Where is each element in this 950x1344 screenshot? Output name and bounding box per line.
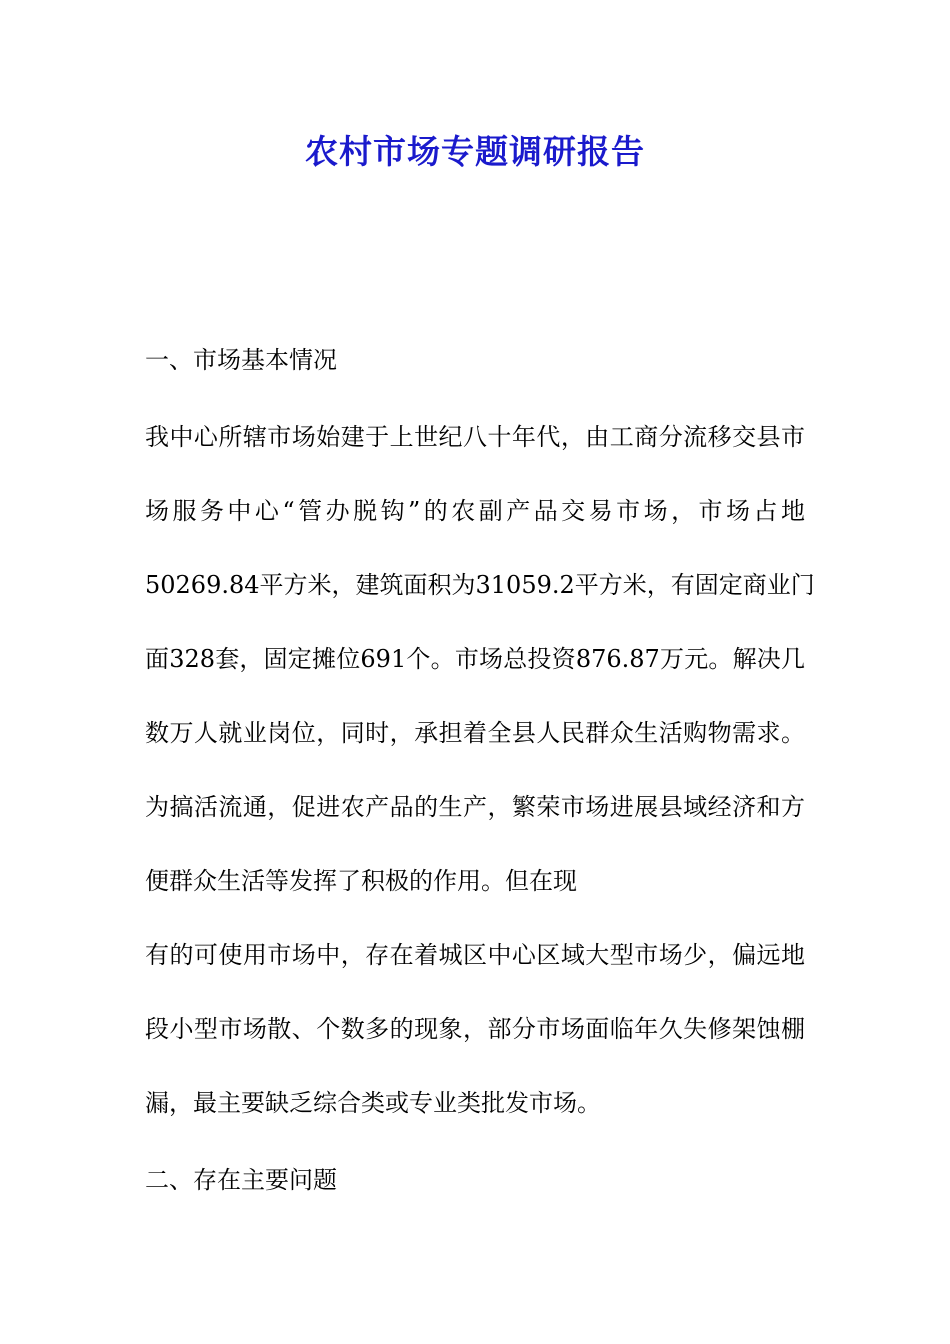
body-line-9: 段小型市场散、个数多的现象，部分市场面临年久失修架蚀棚 bbox=[145, 1015, 805, 1043]
body-line-10: 漏，最主要缺乏综合类或专业类批发市场。 bbox=[145, 1089, 601, 1117]
body-line-8: 有的可使用市场中，存在着城区中心区域大型市场少，偏远地 bbox=[145, 941, 805, 969]
body-line-6: 为搞活流通，促进农产品的生产，繁荣市场进展县域经济和方 bbox=[145, 793, 805, 821]
body-line-3: 50269.84平方米，建筑面积为31059.2平方米，有固定商业门 bbox=[145, 571, 815, 599]
section-heading-2: 二、存在主要问题 bbox=[145, 1166, 337, 1194]
section-heading-1: 一、市场基本情况 bbox=[145, 346, 337, 374]
body-line-4: 面328套，固定摊位691个。市场总投资876.87万元。解决几 bbox=[145, 645, 805, 673]
body-line-1: 我中心所辖市场始建于上世纪八十年代，由工商分流移交县市 bbox=[145, 423, 805, 451]
document-title: 农村市场专题调研报告 bbox=[305, 132, 645, 171]
body-line-7: 便群众生活等发挥了积极的作用。但在现 bbox=[145, 867, 577, 895]
body-line-2: 场服务中心“管办脱钩”的农副产品交易市场，市场占地 bbox=[145, 497, 805, 525]
body-line-5: 数万人就业岗位，同时，承担着全县人民群众生活购物需求。 bbox=[145, 719, 805, 747]
